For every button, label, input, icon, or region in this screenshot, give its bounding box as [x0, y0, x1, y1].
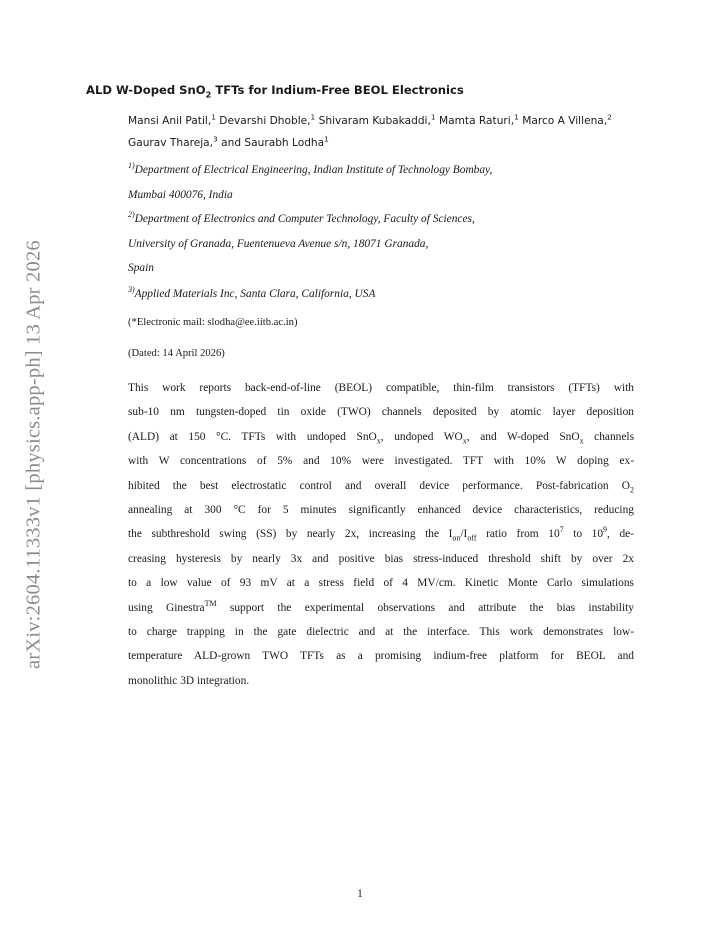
affiliation-mark: 1): [128, 161, 135, 171]
date-line: (Dated: 14 April 2026): [128, 348, 225, 359]
abstract-line: (ALD) at 150 °C. TFTs with undoped SnO$_x$, undoped $WO_x$, and W-doped SnO$_x$ channels: [128, 430, 635, 446]
abstract-line: temperature ALD-grown TWO TFTs as a promising indium-free platform for BEOL and: [128, 650, 634, 663]
author: Mansi Anil Patil,$^1$: [128, 112, 216, 127]
author-list: [128, 110, 638, 154]
affiliation-2: $^{2)}$Department of Electronics and Computer Technology, Faculty of Sciences, University of Granada, Fuentenueva Avenue s/n, 18071 Granada, Spain: [128, 210, 475, 274]
author: Gaurav Thareja,$^3$: [128, 134, 218, 149]
affiliation-mark: 2): [128, 210, 135, 220]
author: Shivaram Kubakaddi,$^1$: [318, 112, 436, 127]
abstract-line: This work reports back-end-of-line (BEOL) compatible, thin-film transistors (TFTs) with: [128, 382, 634, 394]
abstract: [128, 376, 634, 693]
arxiv-stamp: [14, 220, 54, 690]
title-text: ALD W-Doped SnO: [86, 83, 206, 97]
abstract-line: sub-10 nm tungsten-doped tin oxide (TWO) channels deposited by atomic layer deposition: [128, 406, 634, 419]
affiliation-mark: 3): [128, 285, 135, 295]
page-number: 1: [357, 888, 363, 900]
abstract-line: to a low value of 93 mV at a stress field of 4 MV/cm. Kinetic Monte Carlo simulations: [128, 577, 634, 590]
author: Mamta Raturi,$^1$: [438, 112, 519, 127]
affiliation-1: $^{1)}$Department of Electrical Engineering, Indian Institute of Technology Bombay, Mumbai 400076, India: [128, 161, 493, 201]
affiliation-3: $^{3)}$Applied Materials Inc, Santa Clara, California, USA: [128, 285, 376, 300]
abstract-line: hibited the best electrostatic control and overall device performance. Post-fabrication $O_2$: [128, 479, 634, 494]
author: Marco A Villena,$^2$: [522, 112, 612, 127]
abstract-line: creasing hysteresis by nearly 3x and positive bias stress-induced threshold shift by over 2x: [128, 552, 634, 565]
abstract-line: the subthreshold swing (SS) by nearly 2x, increasing the $I_{on}/I_{off}$ ratio from $10^7$ to $10^9$, de-: [128, 525, 634, 543]
abstract-line: using Ginestra™ support the experimental observations and attribute the bias instability: [128, 598, 634, 614]
paper-title: [86, 83, 686, 100]
abstract-line: to charge trapping in the gate dielectric and at the interface. This work demonstrates low-: [128, 626, 634, 639]
corresponding-email: (*Electronic mail: slodha@ee.iitb.ac.in): [128, 317, 298, 328]
author: and Saurabh Lodha$^1$: [221, 134, 329, 149]
title-text-rest: TFTs for Indium-Free BEOL Electronics: [211, 83, 464, 97]
abstract-line: annealing at 300 °C for 5 minutes significantly enhanced device characteristics, reducing: [128, 504, 634, 517]
arxiv-stamp-text: arXiv:2604.11333v1 [physics.app-ph] 13 Apr 2026: [22, 240, 45, 670]
abstract-line: monolithic 3D integration.: [128, 674, 250, 687]
abstract-line: with W concentrations of 5% and 10% were investigated. TFT with 10% W doping ex-: [128, 455, 634, 468]
author: Devarshi Dhoble,$^1$: [219, 112, 316, 127]
title-subscript: 2: [205, 89, 212, 100]
